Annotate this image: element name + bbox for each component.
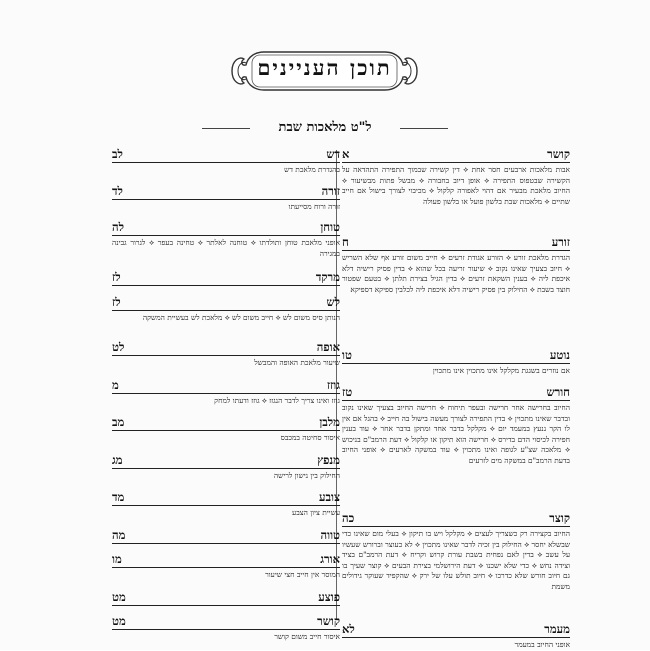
entry-name: צובע [318,490,340,504]
toc-entry [342,623,570,651]
entry-name: זורה [321,184,340,198]
toc-entry-header [342,148,570,163]
entry-description: החילוק בין נישון לרישה [273,471,340,480]
entry-page: לב [112,147,123,161]
entry-description: אופני מלאכת טוחן ותולדתו ⟡ טוחנה לאלתר ⟡ טחינה בעפר ⟡ לגרור גבינה במגירה [112,238,340,258]
entry-page: מד [112,490,125,504]
entry-page: לא [342,622,355,636]
toc-entry-header [112,529,340,544]
toc-entry [112,529,340,544]
entry-description: גוזז ואינו צריך לדבר הנגזז ⟡ גוזז ודעתו למחק [214,396,340,405]
entry-page: ח [342,235,349,249]
page-title: תוכן העניינים [257,55,392,80]
entry-name: טווה [320,528,340,542]
entry-page: כה [342,511,355,525]
toc-entry [112,454,340,482]
entry-description: המוסר אין חייב חצי שיעור [265,570,340,579]
entry-name: אורג [320,552,340,566]
toc-entry [112,341,340,369]
entry-description: בהגדרת מלאכת דש [284,165,340,174]
entry-page: לט [112,340,125,354]
toc-entry [342,512,570,593]
entry-name: אופה [316,340,340,354]
toc-entry-header [112,491,340,506]
toc-entry-header [112,296,340,311]
toc-entry-header [112,379,340,394]
entry-page: לז [112,295,121,309]
entry-description: איסור סחיטה במכבס [280,433,340,442]
entry-description: עשיית ציון הצבע [292,508,340,517]
toc-entry-header [112,615,340,630]
toc-entry [112,185,340,213]
toc-entry-header [342,349,570,364]
entry-name: טוחן [320,220,340,234]
toc-entry-header [342,236,570,251]
entry-page: מט [112,614,126,628]
entry-page: לה [112,220,124,234]
entry-description: אם נוזרים בשגגת מקלקל אינו מתכוין אינו מתכוין [432,366,570,375]
entry-description: אופני החיוב במעמר [514,640,570,649]
toc-entry [342,148,570,207]
entry-name: פוצע [318,590,340,604]
entry-name: קושר [317,614,340,628]
entry-name: גוזז [326,378,340,392]
toc-entry [112,615,340,643]
title-frame [222,46,427,96]
entry-name: דש [326,147,340,161]
entry-name: זורע [551,235,570,249]
toc-entry-header [112,591,340,606]
entry-page: מ [112,378,119,392]
entry-page: מט [112,590,126,604]
entry-name: לש [326,295,340,309]
toc-entry [112,221,340,259]
toc-entry [342,386,570,467]
entry-description: הנותן סיס משום לש ⟡ חייב משום לש ⟡ מלאכת לש בעשיית המשקה [142,313,340,322]
toc-entry-header [112,416,340,431]
toc-entry-header [112,185,340,200]
entry-name: קוצר [549,511,570,525]
entry-description: זורה ורוח מסייעתו [288,202,340,211]
entry-page: לד [112,184,123,198]
entry-page: מג [112,453,123,467]
entry-description: שיעור מלאכת האופה והמבשל [254,358,340,367]
entry-name: נוטע [549,348,570,362]
entry-page: א [342,147,350,161]
toc-entry [342,349,570,377]
toc-entry-header [112,148,340,163]
entry-description: החיוב בחרישה אחר חרישה ובעפר תיחוח ⟡ חרישה החיוב בצעיך שאינו נקוב ובדבר שאינו מתכוין ⟡ בדין התפירה לצורך מעשה בישול בה חייב ⟡ בהגל אם אין לו הקר ננעץ במעמד יום ⟡ מקלקל בדבר אחד ומתקן בדבר אחר ⟡ עוד בענין חפירה לכיסוי הדם בדירס ⟡ חרישה הוא תיקון או קלקול ⟡ דעת הרמב"ם בניכוש ⟡ מלאכה שצ"ע לגופה ואינו מתכוין ⟡ עוד במשקה לארעים ⟡ אופני החיוב בדעת הרמב"ם במשקה מים לזרעים [342,403,570,465]
toc-entry-header [112,221,340,236]
entry-description: איסור חייב משום קושר [274,632,340,641]
toc-entry-header [342,512,570,527]
toc-entry-header [112,271,340,286]
toc-entry-header [342,623,570,638]
entry-name: מנפץ [317,453,340,467]
section-title: ל"ט מלאכות שבת [278,120,372,135]
toc-entry [112,148,340,176]
toc-entry [112,271,340,286]
toc-entry-header [342,386,570,401]
toc-entry [112,296,340,324]
toc-entry-header [112,553,340,568]
entry-page: מב [112,415,125,429]
entry-page: טו [342,348,352,362]
toc-entry [112,591,340,606]
entry-name: חורש [546,385,570,399]
heading-rule-right [400,128,448,129]
toc-entry-header [112,454,340,469]
entry-page: מו [112,552,122,566]
entry-name: קושר [547,147,570,161]
toc-entry [112,416,340,444]
entry-description: אבות מלאכות ארבעים חסר אחת ⟡ דין קשירה שבמוך התפירה התהדאה על הקשירה שבטפוס התפירה ⟡ אופן דיוב בחבורה ⟡ מבשל פתות מבשיעור ⟡ החיוב מלאכת מבעיר אם דהוי לאפורה קלקול ⟡ מכיבוי לצורך בישול אם חייב שתיים ⟡ מלאכות שבת בלשון פועל או בלשון פעולה [342,165,570,206]
entry-name: מרקד [315,270,340,284]
entry-description: הגדרת מלאכת זורע ⟡ הזורע אגודת זרעים ⟡ חייב משום זורע אף שלא השריש ⟡ חיוב בצעיך שאינו נקוב ⟡ שיעור זריעה בכל שהוא ⟡ בדין פסיק רישיה דלא איכפת ליה ⟡ בענין השקאת זרעים ⟡ בדין הגיל בצירת תלתן ⟡ בטעם שפטור חוצד בשבת ⟡ החילוק בין פסיק רישיה דלא איכפת ליה לכלבין ספיקא דספיקא [342,253,570,294]
entry-page: לז [112,270,121,284]
toc-entry [112,491,340,519]
toc-entry [112,379,340,407]
toc-entry [112,553,340,581]
section-heading [208,118,442,138]
entry-name: מעמר [544,622,570,636]
entry-description: החיוב בקצירה רק כשצריך לעצים ⟡ מקלקל ויש בו תיקון ⟡ בעלי מום שאינו כדי שבשלא יחסר ⟡ החילוק בין זכיה לדבר שאינו מתכוין ⟡ לא כעוצר וברורש שעשיו על עשב ⟡ בדין לאם נפחית בשבת עורת קרוש וקריח ⟡ דעת הרמב"ם בציד וצידה נחש ⟡ כדי שלא ישכנו ⟡ דעת הירושלמי בצירת הבעים ⟡ קוצר שעיך בו גם חיוב חורש שלא כדרכו ⟡ חיוב תולש עלו של ירק ⟡ שהקפיד שעוקר גידולים משמת [342,529,570,591]
entry-name: מלבן [319,415,340,429]
entry-page: מה [112,528,126,542]
toc-entry-header [112,341,340,356]
toc-entry [342,236,570,295]
entry-page: טז [342,385,353,399]
